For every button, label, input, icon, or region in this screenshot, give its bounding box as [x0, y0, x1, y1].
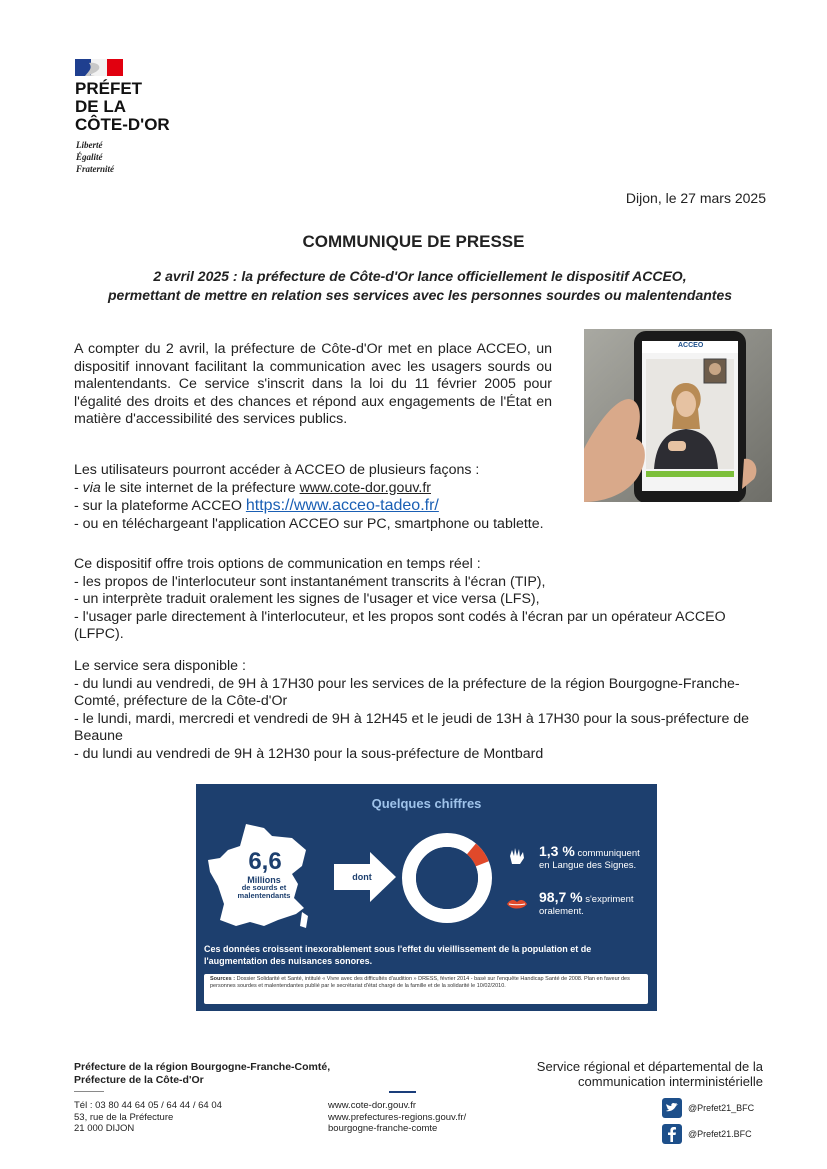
facebook-handle[interactable]: @Prefet21.BFC — [662, 1124, 752, 1144]
website-link[interactable]: bourgogne-franche-comte — [328, 1123, 438, 1134]
access-item-site: - via le site internet de la préfecture www.cote-dor.gouv.fr — [74, 479, 431, 496]
prefet-title: PRÉFET DE LA CÔTE-D'OR — [75, 79, 170, 134]
app-label: ACCEO — [678, 342, 704, 349]
subtitle: 2 avril 2025 : la préfecture de Côte-d'Or lance officiellement le dispositif ACCEO, permettant de mettre en relation ses services avec les personnes sourdes ou malentendantes — [107, 268, 733, 303]
list-item: - l'usager parle directement à l'interlocuteur, et les propos sont codés à l'écran par un opérateur ACCEO (LFPC). — [74, 608, 726, 643]
twitter-handle[interactable]: @Prefet21_BFC — [662, 1098, 754, 1118]
options-paragraph — [74, 556, 764, 644]
stat-sign-language: 1,3 % communiquent en Langue des Signes. — [539, 843, 640, 871]
footer-service-title: Service régional et départemental de la communication interministérielle — [536, 1059, 763, 1089]
big-number: 6,6 — [248, 848, 282, 875]
stat-oral: 98,7 % s'expriment oralement. — [539, 889, 634, 917]
access-item-platform: - sur la plateforme ACCEO https://www.acceo-tadeo.fr/ — [74, 497, 439, 515]
donut-chart — [401, 832, 493, 924]
list-item: - un interprète traduit oralement les signes de l'usager et vice versa (LFS), — [74, 591, 540, 608]
access-paragraph — [74, 462, 764, 533]
list-item: - du lundi au vendredi de 9H à 12H30 pour la sous-préfecture de Montbard — [74, 745, 544, 762]
page-title: COMMUNIQUE DE PRESSE — [302, 232, 525, 251]
footer-websites — [328, 1100, 466, 1135]
access-item-app: - ou en téléchargeant l'application ACCEO sur PC, smartphone ou tablette. — [74, 515, 544, 532]
divider — [74, 1091, 104, 1092]
dateline: Dijon, le 27 mars 2025 — [625, 190, 766, 206]
availability-paragraph — [74, 658, 766, 764]
intro-paragraph: A compter du 2 avril, la préfecture de Côte-d'Or met en place ACCEO, un dispositif innovant facilitant la communication avec les usagers sourds ou malentendants. Ce service s'inscrit dans la loi du 11 février 2005 pour l'égalité des droits et des chances et répond aux engagements de l'État en matière d'accessibilité des services publics. — [74, 341, 552, 428]
facebook-icon — [662, 1124, 682, 1144]
options-intro: Ce dispositif offre trois options de communication en temps réel : — [74, 556, 481, 572]
sign-hand-icon — [506, 846, 528, 866]
list-item: - le lundi, mardi, mercredi et vendredi de 9H à 12H45 et le jeudi de 13H à 17H30 pour la sous-préfecture de Beaune — [74, 710, 750, 745]
access-intro: Les utilisateurs pourront accéder à ACCEO de plusieurs façons : — [74, 462, 480, 478]
availability-intro: Le service sera disponible : — [74, 658, 246, 674]
infographic — [196, 784, 657, 1011]
cote-dor-link[interactable]: www.cote-dor.gouv.fr — [299, 479, 431, 496]
marianne-flag-logo — [75, 59, 123, 76]
lips-icon — [506, 898, 528, 910]
list-item: - les propos de l'interlocuteur sont instantanément transcrits à l'écran (TIP), — [74, 573, 546, 590]
arrow-label: dont — [352, 872, 372, 882]
footer-org-title: Préfecture de la région Bourgogne-Franche-Comté, Préfecture de la Côte-d'Or — [74, 1061, 331, 1086]
website-link[interactable]: www.prefectures-regions.gouv.fr/ — [328, 1111, 467, 1123]
sources-box: Sources : Dossier Solidarité et Santé, intitulé « Vivre avec des difficultés d'audition » DRESS, février 2014 - basé sur l'enquête Handicap Santé de 2008. Plan en faveur des personnes sourdes et malentendantes publié par le secrétariat d'état chargé de la famille et de la solidarité le 10/02/2010. — [204, 974, 648, 1004]
big-number-caption: Millions de sourds et malentendants — [237, 875, 291, 900]
website-link[interactable]: www.cote-dor.gouv.fr — [328, 1100, 417, 1111]
divider — [389, 1091, 416, 1093]
list-item: - du lundi au vendredi, de 9H à 17H30 pour les services de la préfecture de la région Bourgogne-Franche-Comté, préfecture de la Côte-d'Or — [74, 675, 740, 710]
infographic-title: Quelques chiffres — [371, 796, 482, 811]
twitter-icon — [662, 1098, 682, 1118]
infographic-caption: Ces données croissent inexorablement sous l'effet du vieillissement de la population et de l'augmentation des nuisances sonores. — [204, 944, 592, 966]
republic-motto: Liberté Égalité Fraternité — [76, 140, 115, 174]
footer-contact: Tél : 03 80 44 64 05 / 64 44 / 64 04 53, rue de la Préfecture 21 000 DIJON — [74, 1100, 222, 1134]
acceo-tadeo-link[interactable]: https://www.acceo-tadeo.fr/ — [245, 497, 439, 515]
